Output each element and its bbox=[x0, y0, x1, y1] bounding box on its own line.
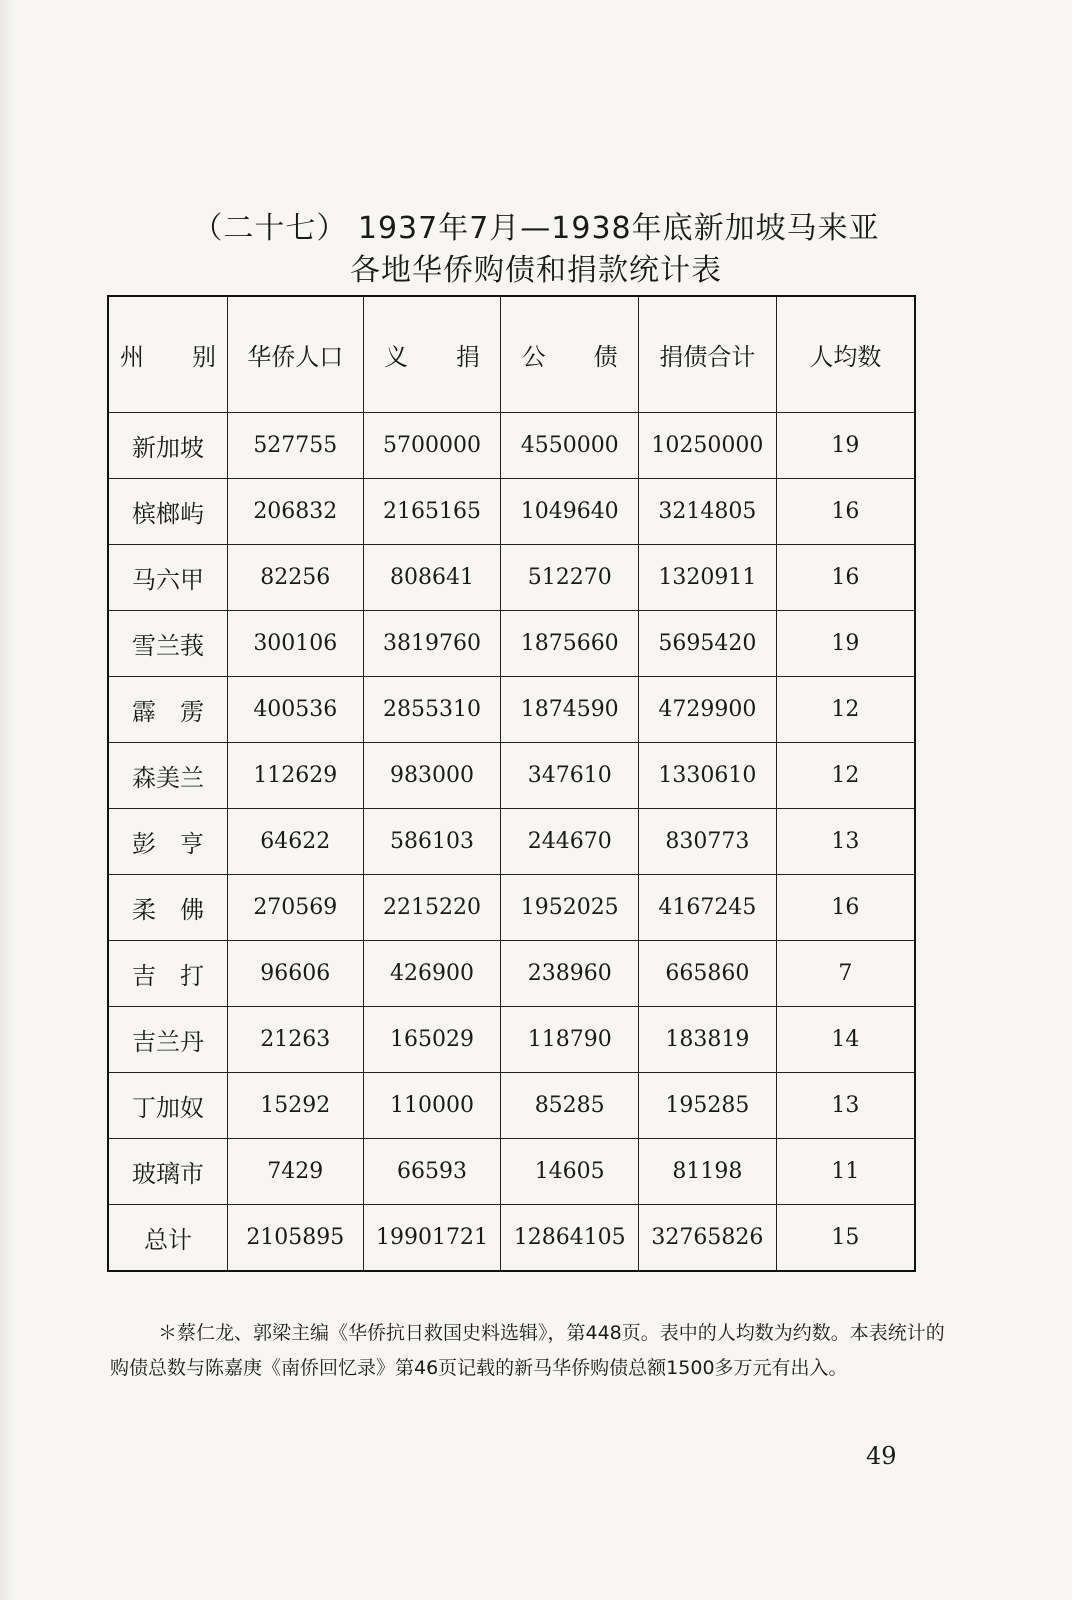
table-row bbox=[108, 875, 915, 941]
cell-region: 马六甲 bbox=[108, 545, 227, 611]
cell-bonds: 347610 bbox=[501, 743, 639, 809]
cell-bonds: 238960 bbox=[501, 941, 639, 1007]
cell-donations: 165029 bbox=[363, 1007, 501, 1073]
cell-population: 400536 bbox=[227, 677, 363, 743]
footnote-text: ＊蔡仁龙、郭梁主编《华侨抗日救国史料选辑》，第448页。表中的人均数为约数。本表统计的购债总数与陈嘉庚《南侨回忆录》第46页记载的新马华侨购债总额1500多万元有出入。 bbox=[110, 1322, 945, 1379]
cell-bonds: 1874590 bbox=[501, 677, 639, 743]
cell-per-capita: 13 bbox=[776, 1073, 915, 1139]
cell-combined-total: 3214805 bbox=[639, 479, 777, 545]
cell-region: 霹 雳 bbox=[108, 677, 227, 743]
cell-per-capita: 11 bbox=[776, 1139, 915, 1205]
cell-donations: 983000 bbox=[363, 743, 501, 809]
cell-donations: 110000 bbox=[363, 1073, 501, 1139]
table-row bbox=[108, 1007, 915, 1073]
cell-per-capita: 13 bbox=[776, 809, 915, 875]
cell-per-capita: 15 bbox=[776, 1205, 915, 1272]
cell-region: 吉 打 bbox=[108, 941, 227, 1007]
table-row bbox=[108, 545, 915, 611]
table-row bbox=[108, 479, 915, 545]
cell-combined-total: 5695420 bbox=[639, 611, 777, 677]
cell-bonds: 118790 bbox=[501, 1007, 639, 1073]
cell-donations: 5700000 bbox=[363, 413, 501, 479]
cell-bonds: 85285 bbox=[501, 1073, 639, 1139]
cell-population: 15292 bbox=[227, 1073, 363, 1139]
cell-donations: 586103 bbox=[363, 809, 501, 875]
cell-bonds: 1049640 bbox=[501, 479, 639, 545]
cell-donations: 66593 bbox=[363, 1139, 501, 1205]
cell-bonds: 14605 bbox=[501, 1139, 639, 1205]
cell-combined-total: 1320911 bbox=[639, 545, 777, 611]
cell-donations: 3819760 bbox=[363, 611, 501, 677]
cell-bonds: 4550000 bbox=[501, 413, 639, 479]
cell-combined-total: 1330610 bbox=[639, 743, 777, 809]
cell-region: 总计 bbox=[108, 1205, 227, 1272]
cell-region: 丁加奴 bbox=[108, 1073, 227, 1139]
page-number: 49 bbox=[866, 1442, 897, 1470]
cell-combined-total: 4167245 bbox=[639, 875, 777, 941]
table-row bbox=[108, 677, 915, 743]
cell-per-capita: 14 bbox=[776, 1007, 915, 1073]
cell-bonds: 512270 bbox=[501, 545, 639, 611]
cell-region: 槟榔屿 bbox=[108, 479, 227, 545]
cell-donations: 2215220 bbox=[363, 875, 501, 941]
cell-population: 21263 bbox=[227, 1007, 363, 1073]
cell-region: 玻璃市 bbox=[108, 1139, 227, 1205]
header-per-capita: 人均数 bbox=[776, 296, 915, 413]
table-title-line-1: （二十七） 1937年7月—1938年底新加坡马来亚 bbox=[192, 211, 880, 246]
cell-donations: 19901721 bbox=[363, 1205, 501, 1272]
cell-population: 270569 bbox=[227, 875, 363, 941]
cell-population: 527755 bbox=[227, 413, 363, 479]
cell-region: 新加坡 bbox=[108, 413, 227, 479]
cell-combined-total: 81198 bbox=[639, 1139, 777, 1205]
cell-per-capita: 19 bbox=[776, 611, 915, 677]
cell-combined-total: 4729900 bbox=[639, 677, 777, 743]
cell-population: 206832 bbox=[227, 479, 363, 545]
header-bonds: 公 债 bbox=[501, 296, 639, 413]
header-region: 州 别 bbox=[108, 296, 227, 413]
cell-region: 彭 亨 bbox=[108, 809, 227, 875]
cell-population: 96606 bbox=[227, 941, 363, 1007]
cell-per-capita: 16 bbox=[776, 479, 915, 545]
cell-per-capita: 12 bbox=[776, 677, 915, 743]
cell-combined-total: 10250000 bbox=[639, 413, 777, 479]
cell-per-capita: 12 bbox=[776, 743, 915, 809]
cell-region: 森美兰 bbox=[108, 743, 227, 809]
cell-per-capita: 19 bbox=[776, 413, 915, 479]
table-row bbox=[108, 611, 915, 677]
table-row bbox=[108, 941, 915, 1007]
table-row bbox=[108, 1073, 915, 1139]
cell-per-capita: 7 bbox=[776, 941, 915, 1007]
header-population: 华侨人口 bbox=[227, 296, 363, 413]
table-header-row bbox=[108, 296, 915, 413]
header-combined-total: 捐债合计 bbox=[639, 296, 777, 413]
cell-donations: 426900 bbox=[363, 941, 501, 1007]
cell-bonds: 1952025 bbox=[501, 875, 639, 941]
cell-region: 柔 佛 bbox=[108, 875, 227, 941]
table-row bbox=[108, 413, 915, 479]
cell-population: 300106 bbox=[227, 611, 363, 677]
cell-combined-total: 32765826 bbox=[639, 1205, 777, 1272]
cell-per-capita: 16 bbox=[776, 875, 915, 941]
table-row bbox=[108, 1139, 915, 1205]
header-donations: 义 捐 bbox=[363, 296, 501, 413]
cell-bonds: 1875660 bbox=[501, 611, 639, 677]
table-row bbox=[108, 809, 915, 875]
cell-population: 112629 bbox=[227, 743, 363, 809]
cell-donations: 2855310 bbox=[363, 677, 501, 743]
cell-population: 2105895 bbox=[227, 1205, 363, 1272]
table-total-row bbox=[108, 1205, 915, 1272]
cell-donations: 808641 bbox=[363, 545, 501, 611]
cell-bonds: 12864105 bbox=[501, 1205, 639, 1272]
source-footnote bbox=[110, 1316, 952, 1386]
table-row bbox=[108, 743, 915, 809]
cell-population: 7429 bbox=[227, 1139, 363, 1205]
cell-donations: 2165165 bbox=[363, 479, 501, 545]
cell-combined-total: 195285 bbox=[639, 1073, 777, 1139]
cell-bonds: 244670 bbox=[501, 809, 639, 875]
table-title-line-2: 各地华侨购债和捐款统计表 bbox=[350, 253, 722, 288]
cell-population: 82256 bbox=[227, 545, 363, 611]
cell-region: 吉兰丹 bbox=[108, 1007, 227, 1073]
cell-region: 雪兰莪 bbox=[108, 611, 227, 677]
cell-combined-total: 183819 bbox=[639, 1007, 777, 1073]
bond-donation-stats-table bbox=[107, 295, 916, 1272]
cell-population: 64622 bbox=[227, 809, 363, 875]
cell-combined-total: 830773 bbox=[639, 809, 777, 875]
cell-per-capita: 16 bbox=[776, 545, 915, 611]
cell-combined-total: 665860 bbox=[639, 941, 777, 1007]
